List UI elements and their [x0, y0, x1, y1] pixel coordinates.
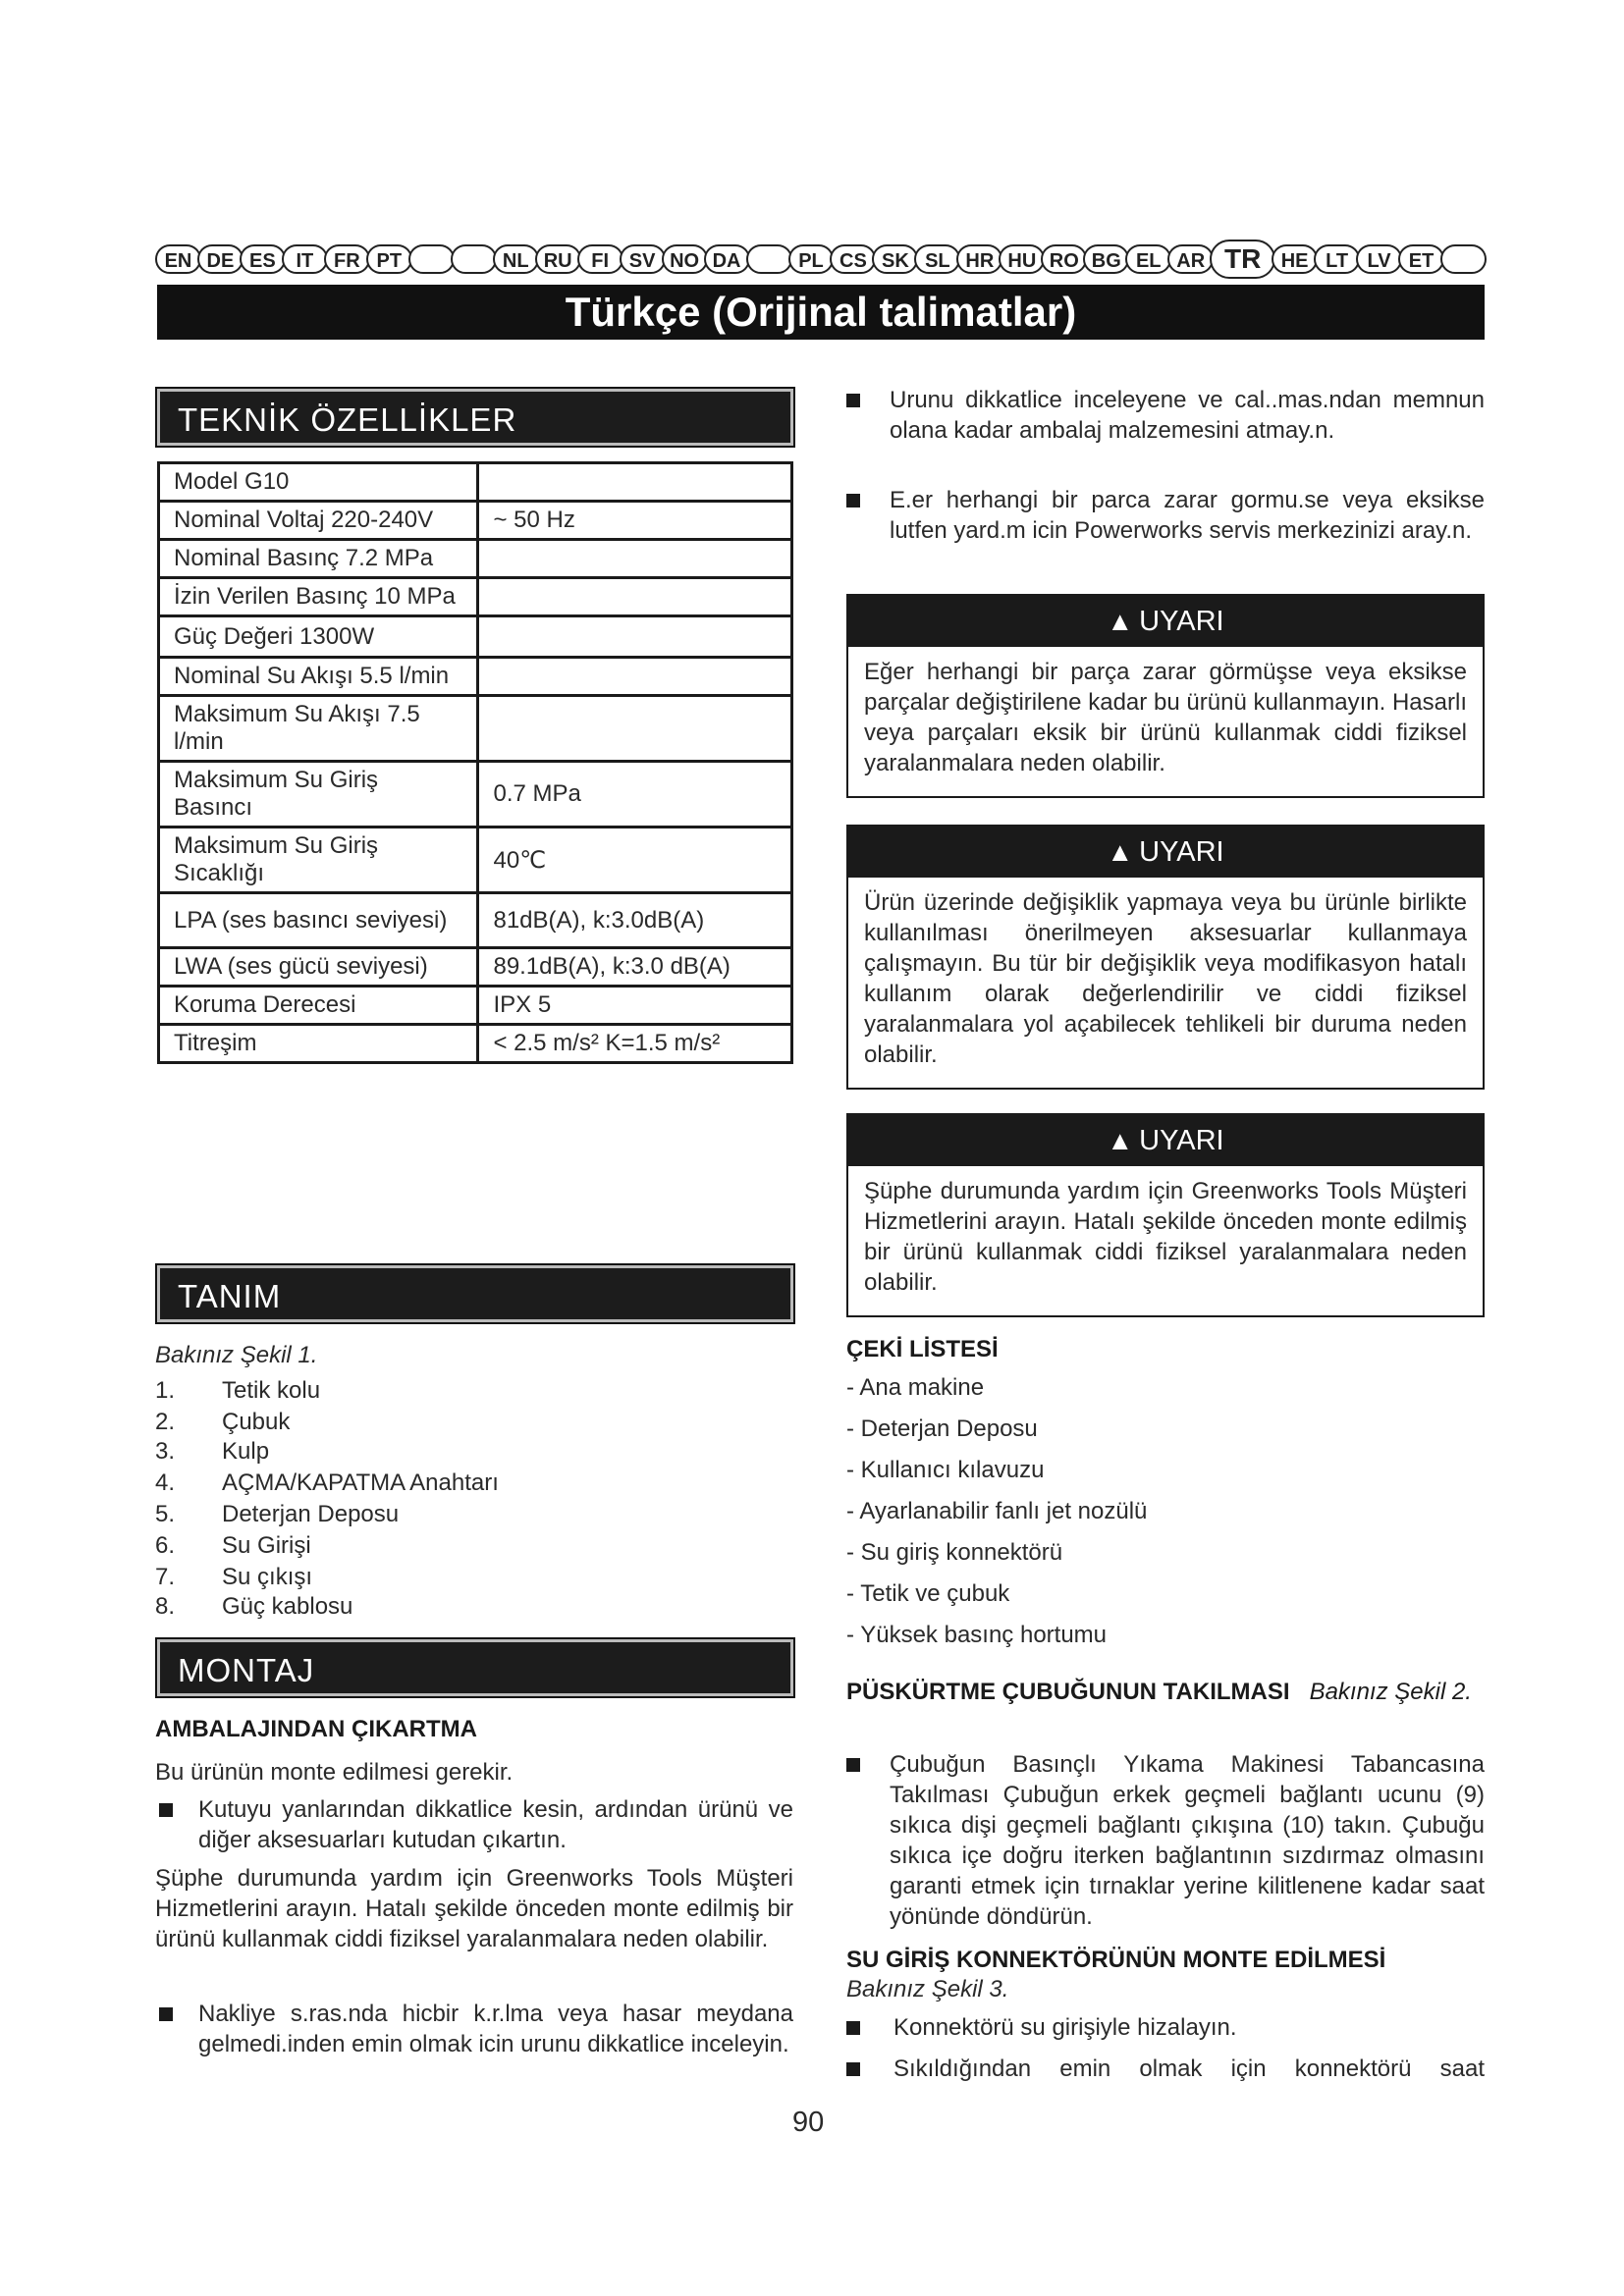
- warning-text: Şüphe durumunda yardım için Greenworks Tools Müşteri Hizmetlerini arayın. Hatalı şekilde önceden monte edilmiş bir ürünü kullanmak ciddi fiziksel yaralanmalara neden olabilir.: [864, 1178, 1467, 1296]
- spec-row: [159, 658, 792, 696]
- spec-label: Maksimum Su Giriş Basıncı: [159, 762, 478, 828]
- spec-row: [159, 1025, 792, 1063]
- list-item-number: 4.: [155, 1469, 176, 1496]
- list-item-number: 2.: [155, 1409, 176, 1435]
- list-item: - Ana makine: [846, 1374, 985, 1401]
- list-item: [155, 1532, 311, 1560]
- list-item: - Deterjan Deposu: [846, 1415, 1038, 1442]
- spec-label: Koruma Derecesi: [159, 987, 478, 1025]
- inlet-bullet-1: Konnektörü su girişiyle hizalayın.: [846, 2012, 1485, 2046]
- inlet-heading: SU GİRİŞ KONNEKTÖRÜNÜN MONTE EDİLMESİ: [846, 1947, 1386, 1973]
- language-strip: [157, 240, 1485, 279]
- list-item-text: Deterjan Deposu: [222, 1501, 400, 1527]
- inlet-bullet-2: Sıkıldığından emin olmak için konnektörü saat: [846, 2054, 1485, 2087]
- description-heading: TANIM: [157, 1265, 793, 1322]
- language-tab: AR: [1167, 244, 1214, 274]
- warning-triangle-icon: ▲: [1107, 1126, 1134, 1155]
- spec-value: [478, 616, 792, 658]
- warning-triangle-icon: ▲: [1107, 607, 1134, 636]
- spec-value: 0.7 MPa: [478, 762, 792, 828]
- warning-header: ▲ UYARI: [848, 827, 1483, 878]
- warning-box-1: [846, 594, 1485, 798]
- packing-heading: ÇEKİ LİSTESİ: [846, 1336, 999, 1362]
- list-item-text: Su Girişi: [222, 1532, 311, 1559]
- language-tab: [746, 244, 792, 274]
- unpack-intro: Bu ürünün monte edilmesi gerekir.: [155, 1759, 514, 1786]
- language-tab: [408, 244, 455, 274]
- language-tab: ES: [240, 244, 286, 274]
- list-item-number: 3.: [155, 1438, 176, 1465]
- language-tab: LV: [1356, 244, 1402, 274]
- warning-header: ▲ UYARI: [848, 596, 1483, 647]
- language-tab: HR: [956, 244, 1002, 274]
- spec-label: LPA (ses basıncı seviyesi): [159, 893, 478, 948]
- unpack-bullet-1: Kutuyu yanlarından dikkatlice kesin, ardından ürünü ve diğer aksesuarları kutudan çıkartın.: [159, 1794, 793, 1859]
- language-tab: [1440, 244, 1487, 274]
- spec-label: Maksimum Su Giriş Sıcaklığı: [159, 828, 478, 893]
- spec-heading: TEKNİK ÖZELLİKLER: [157, 389, 793, 446]
- warning-header: ▲ UYARI: [848, 1115, 1483, 1166]
- language-tab: RO: [1041, 244, 1087, 274]
- page-title: Türkçe (Orijinal talimatlar): [157, 285, 1485, 340]
- list-item-text: Kulp: [222, 1438, 270, 1465]
- list-item: - Yüksek basınç hortumu: [846, 1622, 1108, 1648]
- language-tab: RU: [535, 244, 581, 274]
- spec-row: [159, 463, 792, 502]
- language-tab: FR: [324, 244, 370, 274]
- bullet-square-icon: [846, 1758, 860, 1772]
- warning-box-3: [846, 1113, 1485, 1317]
- list-item: - Ayarlanabilir fanlı jet nozülü: [846, 1498, 1148, 1524]
- warning-text: Eğer herhangi bir parça zarar görmüşse veya eksikse parçalar değiştirilene kadar bu ürünü kullanmayın. Hasarlı veya parçaları eksik bir ürünü kullanmak ciddi fiziksel yaralanmalara neden olabilir.: [864, 659, 1467, 776]
- wand-bullet: Çubuğun Basınçlı Yıkama Makinesi Tabancasına Takılması Çubuğun erkek geçmeli bağlantı ucunu (9) sıkıca dişi geçmeli bağlantı çıkışına (10) takın. Çubuğu sıkıca içe doğru iterken bağlantının sızdırmaz olmasını garanti etmek için tırnaklar yerine kilitlenene kadar saat yönünde döndürün.: [846, 1749, 1485, 1936]
- spec-row: [159, 540, 792, 578]
- page-number: 90: [792, 2107, 825, 2138]
- bullet-square-icon: [846, 394, 860, 407]
- spec-value: < 2.5 m/s² K=1.5 m/s²: [478, 1025, 792, 1063]
- spec-row: [159, 948, 792, 987]
- spec-label: İzin Verilen Basınç 10 MPa: [159, 578, 478, 616]
- spec-label: Nominal Voltaj 220-240V: [159, 502, 478, 540]
- list-item-number: 6.: [155, 1532, 176, 1559]
- spec-row: [159, 987, 792, 1025]
- list-item: [155, 1469, 499, 1497]
- spec-value: [478, 658, 792, 696]
- language-tab: NL: [493, 244, 539, 274]
- list-item-text: Güç kablosu: [222, 1593, 353, 1620]
- bullet-square-icon: [159, 2007, 173, 2021]
- language-tab: SL: [914, 244, 960, 274]
- bullet-square-icon: [846, 2021, 860, 2035]
- spec-label: Maksimum Su Akışı 7.5 l/min: [159, 696, 478, 762]
- list-item-text: AÇMA/KAPATMA Anahtarı: [222, 1469, 499, 1496]
- spec-value: [478, 540, 792, 578]
- spec-label: LWA (ses gücü seviyesi): [159, 948, 478, 987]
- spec-label: Nominal Basınç 7.2 MPa: [159, 540, 478, 578]
- language-tab: FI: [577, 244, 623, 274]
- spec-value: 89.1dB(A), k:3.0 dB(A): [478, 948, 792, 987]
- list-item-text: Çubuk: [222, 1409, 291, 1435]
- spec-value: [478, 578, 792, 616]
- language-tab: IT: [282, 244, 328, 274]
- list-item-number: 1.: [155, 1377, 176, 1404]
- language-tab: SK: [872, 244, 918, 274]
- language-tab: EN: [155, 244, 201, 274]
- bullet-square-icon: [846, 2062, 860, 2076]
- spec-row: [159, 578, 792, 616]
- inspect-bullet-1: Urunu dikkatlice inceleyene ve cal..mas.ndan memnun olana kadar ambalaj malzemesini atmay.n.: [846, 385, 1485, 479]
- list-item: [155, 1564, 312, 1591]
- spec-label: Güç Değeri 1300W: [159, 616, 478, 658]
- spec-label: Model G10: [159, 463, 478, 502]
- language-tab: EL: [1125, 244, 1171, 274]
- unpack-heading: AMBALAJINDAN ÇIKARTMA: [155, 1716, 477, 1742]
- list-item: - Tetik ve çubuk: [846, 1580, 1010, 1607]
- language-tab: BG: [1083, 244, 1129, 274]
- inlet-ref: Bakınız Şekil 3.: [846, 1976, 1009, 2002]
- list-item: [155, 1409, 290, 1436]
- list-item-text: Tetik kolu: [222, 1377, 321, 1404]
- list-item: - Kullanıcı kılavuzu: [846, 1457, 1045, 1483]
- language-tab: DA: [704, 244, 750, 274]
- spec-row: [159, 893, 792, 948]
- spec-table: [157, 461, 793, 1064]
- list-item-number: 5.: [155, 1501, 176, 1527]
- list-item: [155, 1501, 399, 1528]
- list-item-number: 7.: [155, 1564, 176, 1590]
- language-tab: CS: [830, 244, 876, 274]
- unpack-bullet-2: Nakliye s.ras.nda hicbir k.r.lma veya hasar meydana gelmedi.inden emin olmak icin urunu dikkatlice inceleyin.: [159, 1999, 793, 2093]
- warning-text: Ürün üzerinde değişiklik yapmaya veya bu ürünle birlikte kullanılması önerilmeyen aksesuarlar kullanmaya çalışmayın. Bu tür bir değişiklik veya modifikasyon hatalı kullanım olarak değerlendirilir ve ciddi fiziksel yaralanmalara yol açabilecek tehlikeli bir duruma neden olabilir.: [864, 889, 1467, 1068]
- warning-triangle-icon: ▲: [1107, 837, 1134, 867]
- spec-value: ~ 50 Hz: [478, 502, 792, 540]
- spec-value: IPX 5: [478, 987, 792, 1025]
- spec-value: 81dB(A), k:3.0dB(A): [478, 893, 792, 948]
- unpack-paragraph: Şüphe durumunda yardım için Greenworks Tools Müşteri Hizmetlerini arayın. Hatalı şekilde önceden monte edilmiş bir ürünü kullanmak ciddi fiziksel yaralanmalara neden olabilir.: [155, 1865, 793, 1952]
- spec-row: [159, 616, 792, 658]
- wand-heading: PÜSKÜRTME ÇUBUĞUNUN TAKILMASI Bakınız Şekil 2.: [846, 1679, 1472, 1705]
- language-tab: TR: [1210, 240, 1275, 279]
- spec-value: 40℃: [478, 828, 792, 893]
- list-item-number: 8.: [155, 1593, 176, 1620]
- language-tab: PL: [788, 244, 835, 274]
- list-item: [155, 1593, 352, 1621]
- language-tab: DE: [197, 244, 244, 274]
- language-tab: LT: [1314, 244, 1360, 274]
- bullet-square-icon: [159, 1803, 173, 1817]
- warning-box-2: [846, 825, 1485, 1090]
- assembly-heading: MONTAJ: [157, 1639, 793, 1696]
- language-tab: NO: [662, 244, 708, 274]
- list-item: [155, 1377, 320, 1405]
- list-item: [155, 1438, 269, 1466]
- spec-label: Nominal Su Akışı 5.5 l/min: [159, 658, 478, 696]
- list-item-text: Su çıkışı: [222, 1564, 313, 1590]
- spec-row: [159, 828, 792, 893]
- bullet-square-icon: [846, 494, 860, 507]
- spec-row: [159, 696, 792, 762]
- list-item: - Su giriş konnektörü: [846, 1539, 1063, 1566]
- language-tab: ET: [1398, 244, 1444, 274]
- inspect-bullet-2: E.er herhangi bir parca zarar gormu.se veya eksikse lutfen yard.m icin Powerworks servis merkezinizi aray.n.: [846, 485, 1485, 579]
- spec-row: [159, 502, 792, 540]
- spec-label: Titreşim: [159, 1025, 478, 1063]
- wand-ref: Bakınız Şekil 2.: [1309, 1679, 1472, 1705]
- language-tab: SV: [620, 244, 666, 274]
- language-tab: PT: [366, 244, 412, 274]
- language-tab: HU: [999, 244, 1045, 274]
- description-ref: Bakınız Şekil 1.: [155, 1342, 318, 1368]
- language-tab: HE: [1272, 244, 1318, 274]
- spec-value: [478, 696, 792, 762]
- spec-row: [159, 762, 792, 828]
- language-tab: [451, 244, 497, 274]
- spec-value: [478, 463, 792, 502]
